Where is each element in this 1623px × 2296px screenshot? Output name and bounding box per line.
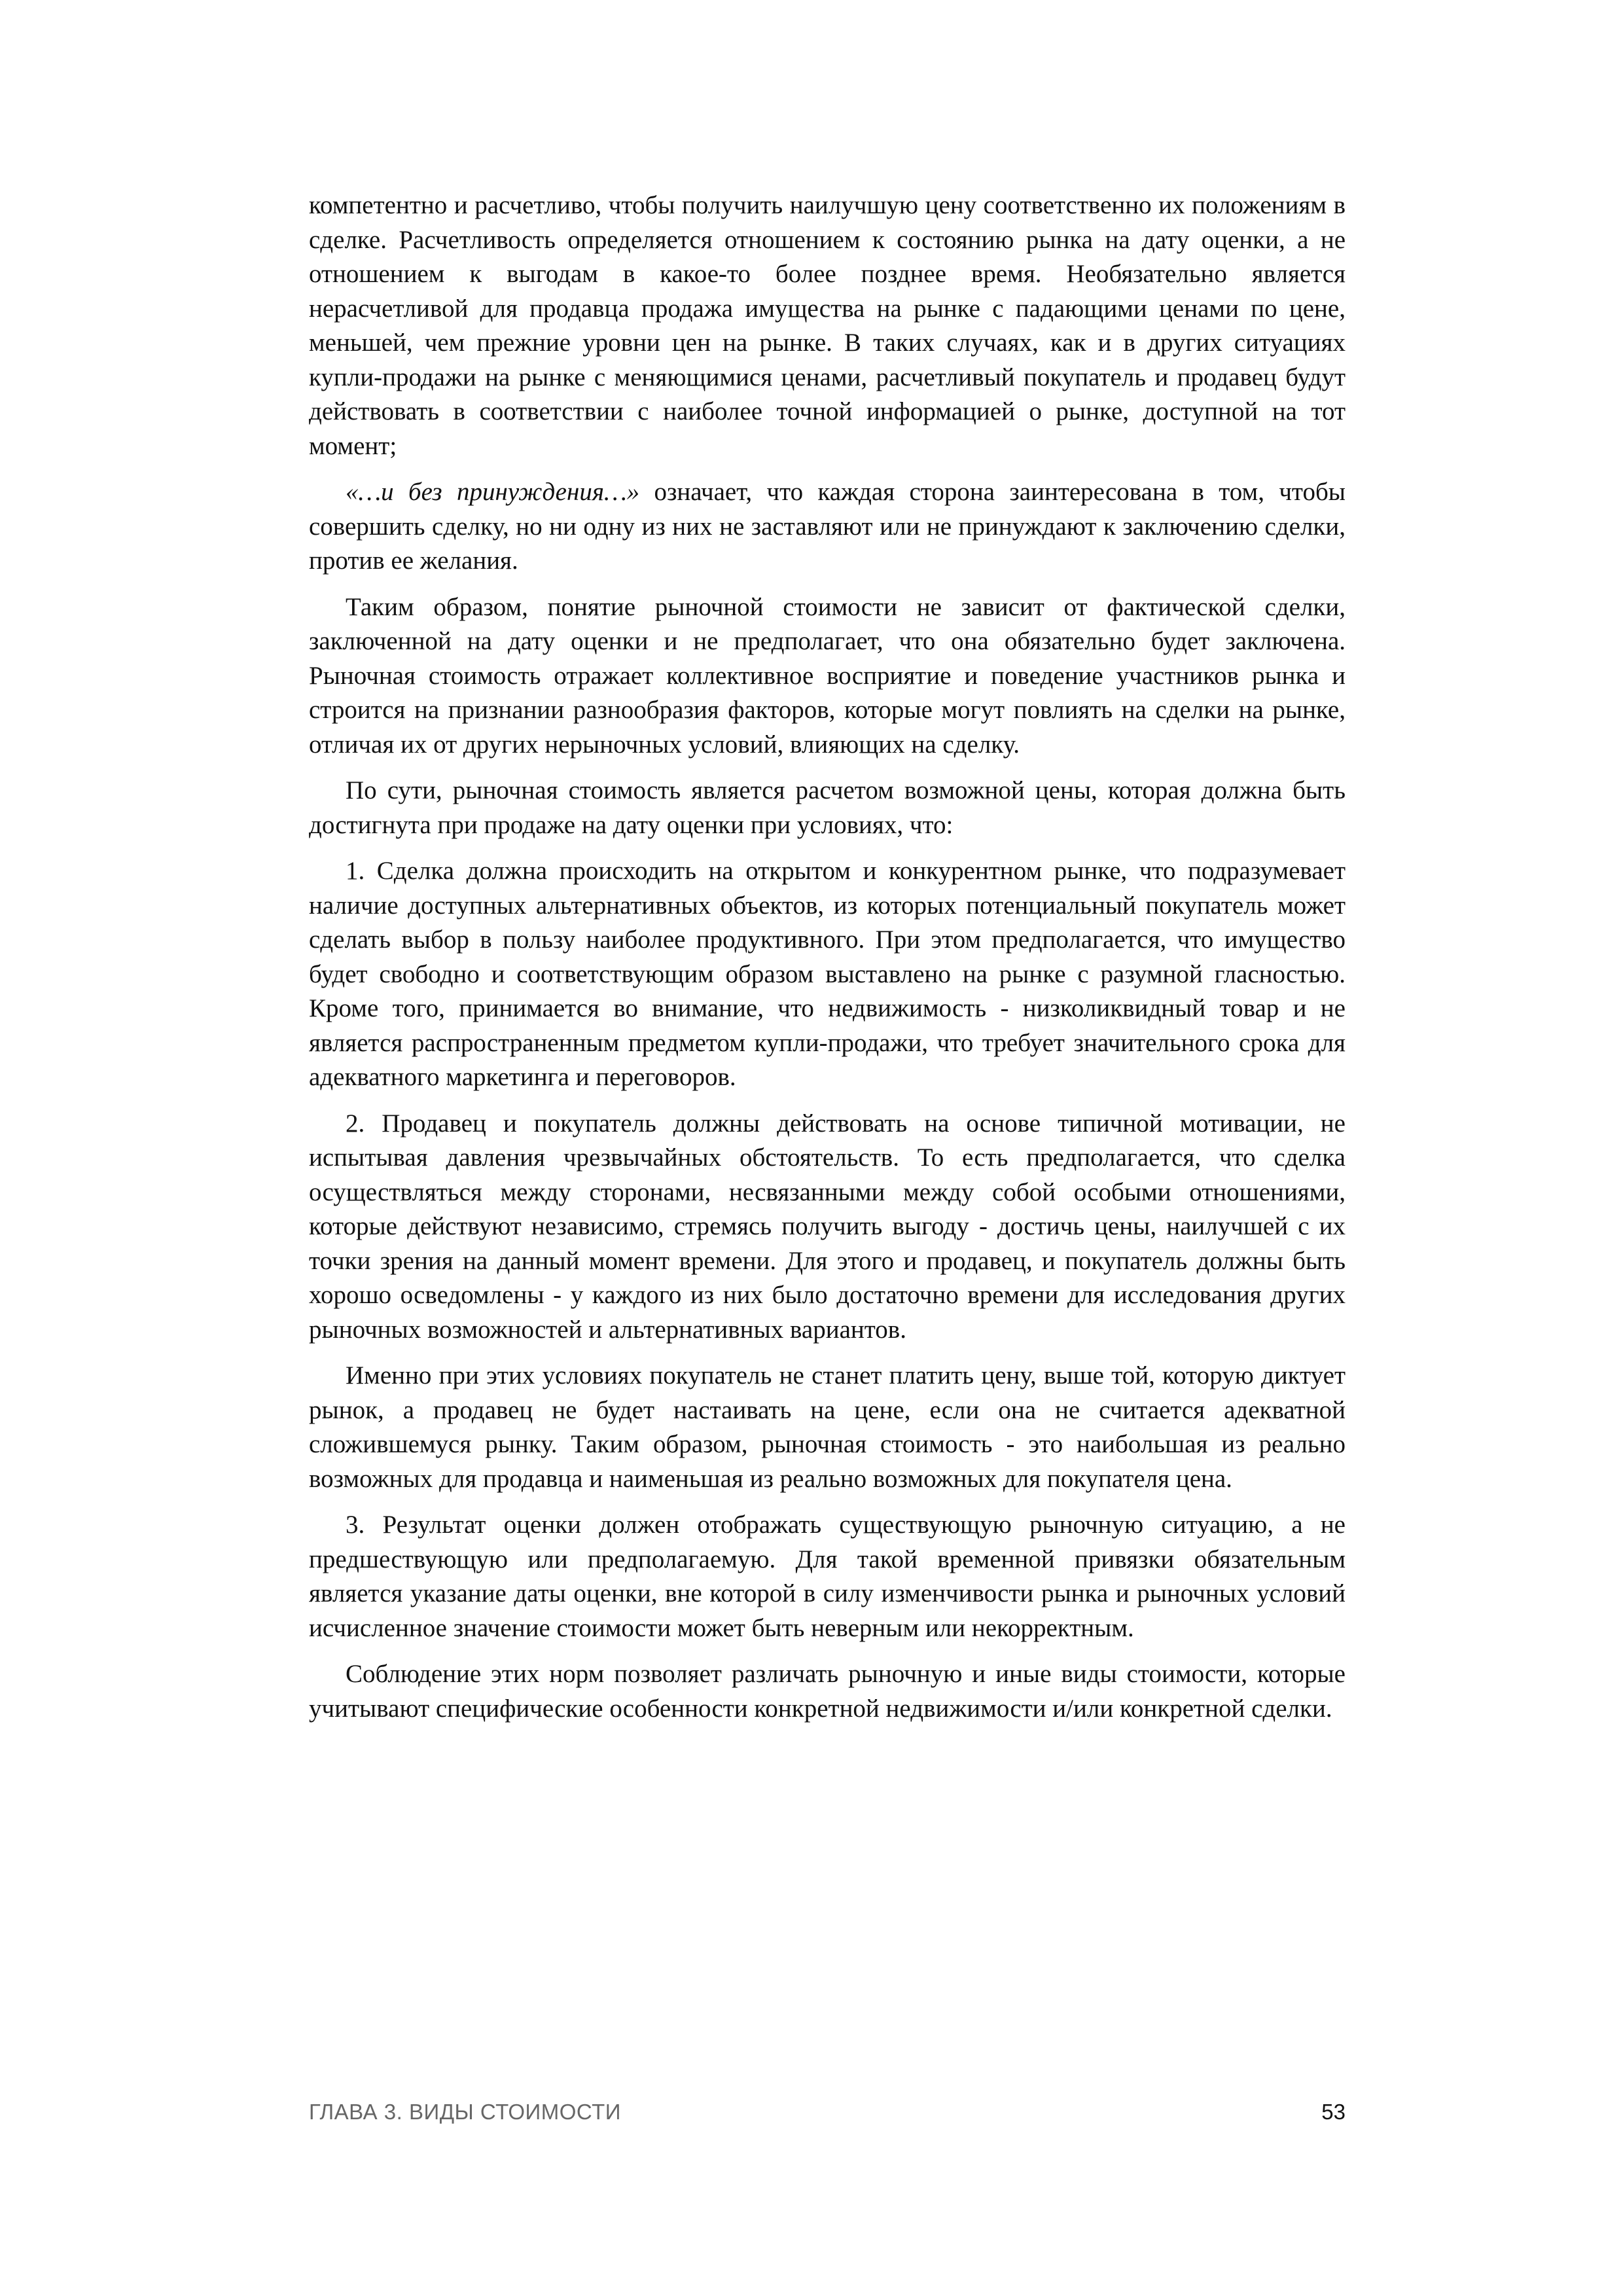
footer-chapter-title: ГЛАВА 3. ВИДЫ СТОИМОСТИ [309,2100,621,2124]
list-item-1: 1. Сделка должна происходить на открытом и конкурентном рынке, что подразумевает наличие доступных альтернативных объектов, из которых потенциальный покупатель может сделать выбор в пользу наиболее продуктивного. При этом предполагается, что имущество будет свободно и соответствующим образом выставлено на рынке с разумной гласностью. Кроме того, принимается во внимание, что недвижимость - низколиквидный товар и не является распространенным предметом купли-продажи, что требует значительного срока для адекватного маркетинга и переговоров. [309,857,1346,1091]
paragraph-conditions: Именно при этих условиях покупатель не станет платить цену, выше той, которую диктует рынок, а продавец не будет настаивать на цене, если она не считается адекватной сложившемуся рынку. Таким образом, рыночная стоимость - это наибольшая из реально возможных для продавца и наименьшая из реально возможных для покупателя цена. [309,1361,1346,1493]
paragraph-conclusion: Соблюдение этих норм позволяет различать рыночную и иные виды стоимости, которые учитывают специфические особенности конкретной недвижимости и/или конкретной сделки. [309,1660,1346,1723]
paragraph-market-value-concept: Таким образом, понятие рыночной стоимости не зависит от фактической сделки, заключенной на дату оценки и не предполагает, что она обязательно будет заключена. Рыночная стоимость отражает коллективное восприятие и поведение участников рынка и строится на признании разнообразия факторов, которые могут повлиять на сделки на рынке, отличая их от других нерыночных условий, влияющих на сделку. [309,592,1346,759]
list-item-3: 3. Результат оценки должен отображать существующую рыночную ситуацию, а не предшествующую или предполагаемую. Для такой временной привязки обязательным является указание даты оценки, вне которой в силу изменчивости рынка и рыночных условий исчисленное значение стоимости может быть неверным или некорректным. [309,1511,1346,1642]
paragraph-continuation: компетентно и расчетливо, чтобы получить наилучшую цену соответственно их положениям в сделке. Расчетливость определяется отношением к состоянию рынка на дату оценки, а не отношением к выгодам в какое-то более позднее время. Необязательно является нерасчетливой для продавца продажа имущества на рынке с падающими ценами по цене, меньшей, чем прежние уровни цен на рынке. В таких случаях, как и в других ситуациях купли-продажи на рынке с меняющимися ценами, расчетливый покупатель и продавец будут действовать в соответствии с наиболее точной информацией о рынке, доступной на тот момент; [309,191,1346,460]
paragraph-text: означает, что каждая сторона заинтересована в том, чтобы совершить сделку, но ни одну из них не заставляют или не принуждают к заключению сделки, против ее желания. [309,478,1346,575]
italic-quote: «…и без принуждения…» [346,478,640,506]
page-number: 53 [1321,2100,1346,2124]
paragraph-essence: По сути, рыночная стоимость является расчетом возможной цены, которая должна быть достигнута при продаже на дату оценки при условиях, что: [309,776,1346,839]
list-item-2: 2. Продавец и покупатель должны действовать на основе типичной мотивации, не испытывая давления чрезвычайных обстоятельств. То есть предполагается, что сделка осуществляться между сторонами, несвязанными между собой особыми отношениями, которые действуют независимо, стремясь получить выгоду - достичь цены, наилучшей с их точки зрения на данный момент времени. Для этого и продавец, и покупатель должны быть хорошо осведомлены - у каждого из них было достаточно времени для исследования других рыночных возможностей и альтернативных вариантов. [309,1109,1346,1344]
body-text [309,188,1346,1738]
paragraph-without-coercion [309,475,1346,579]
